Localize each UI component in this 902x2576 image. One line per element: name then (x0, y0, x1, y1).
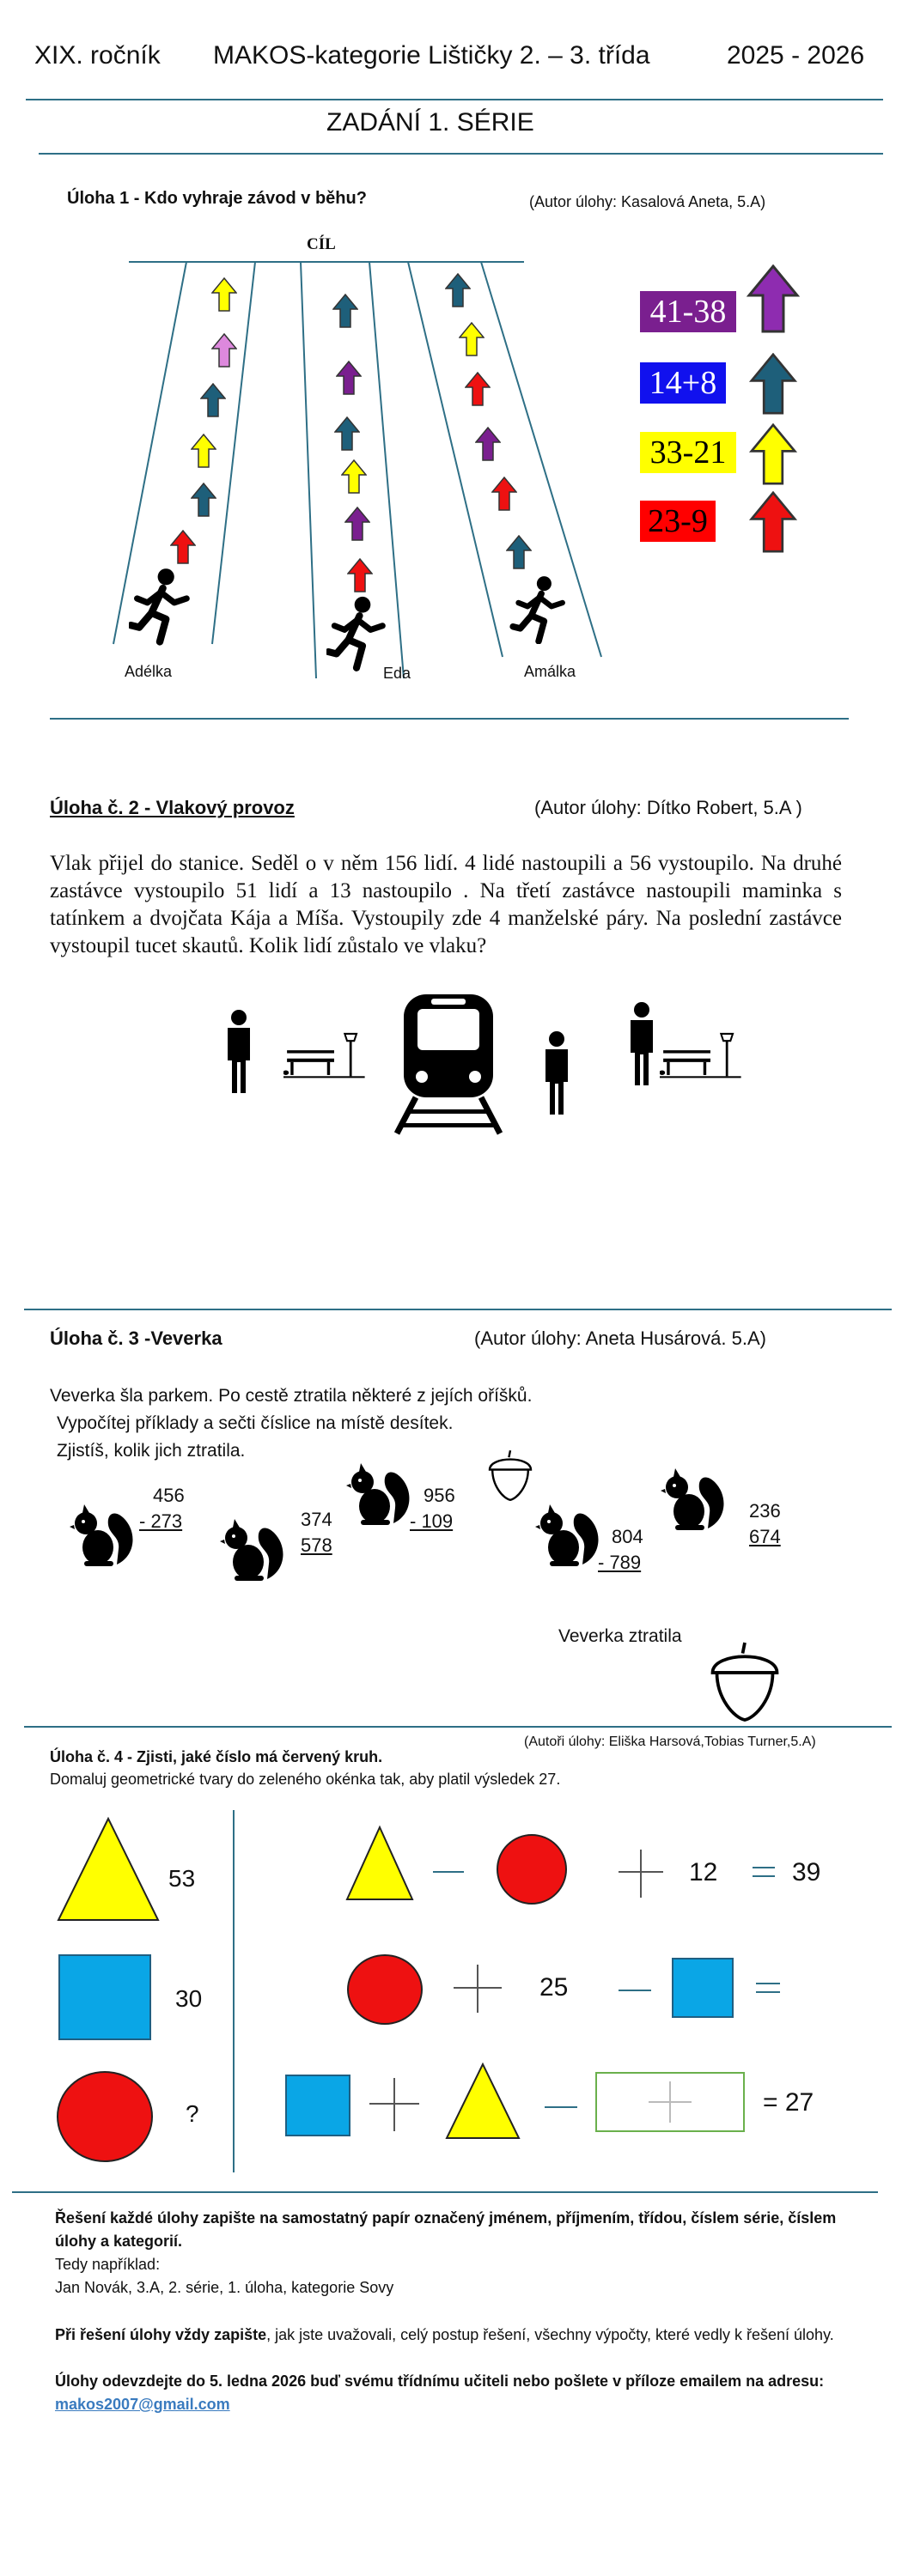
header-rok: 2025 - 2026 (727, 41, 865, 70)
footer-example-label: Tedy například: (55, 2256, 161, 2273)
task4-subtitle: Domaluj geometrické tvary do zeleného okénka tak, aby platil výsledek 27. (50, 1771, 561, 1788)
problem-top: 374 (301, 1509, 332, 1530)
eq1-result: 39 (792, 1858, 821, 1886)
runner-name-adelka: Adélka (125, 663, 173, 680)
finish-label: CÍL (307, 235, 336, 253)
task1-author: (Autor úlohy: Kasalová Aneta, 5.A) (529, 193, 766, 210)
divider (12, 2191, 878, 2193)
eq2-square (672, 1958, 734, 2018)
footer-example: Jan Novák, 3.A, 2. série, 1. úloha, kategorie Sovy (55, 2279, 394, 2296)
legend-expr: 33-21 (640, 432, 736, 473)
problem-top: 804 (612, 1526, 643, 1547)
problem-top: 236 (749, 1500, 781, 1522)
problem-bottom: 674 (749, 1526, 781, 1547)
legend-value-triangle: 53 (168, 1865, 196, 1892)
task4-title: Úloha č. 4 - Zjisti, jaké číslo má červený kruh. (50, 1748, 383, 1765)
eq3-square (285, 2075, 350, 2136)
task3-line1: Veverka šla parkem. Po cestě ztratila některé z jejích oříšků. (50, 1386, 533, 1406)
task2-author: (Autor úlohy: Dítko Robert, 5.A ) (534, 797, 802, 818)
task4-authors: (Autoři úlohy: Eliška Harsová,Tobias Turner,5.A) (524, 1735, 816, 1749)
footer-deadline-text: Úlohy odevzdejte do 5. ledna 2026 buď svému třídnímu učiteli nebo pošlete v příloze emailem na adresu: (55, 2372, 825, 2390)
problem-bottom: 578 (301, 1534, 332, 1556)
header-rocnik: XIX. ročník (34, 41, 161, 70)
problem-bottom: - 109 (410, 1510, 454, 1532)
task3-line2: Vypočítej příklady a sečti číslice na místě desítek. (57, 1413, 454, 1433)
result-label: Veverka ztratila (558, 1626, 682, 1646)
eq2-number: 25 (539, 1973, 569, 2002)
legend-square (58, 1954, 151, 2040)
task1-title: Úloha 1 - Kdo vyhraje závod v běhu? (67, 189, 367, 208)
footer-note (55, 2324, 845, 2347)
page-title: ZADÁNÍ 1. SÉRIE (326, 108, 534, 137)
task2-title: Úloha č. 2 - Vlakový provoz (50, 797, 295, 818)
eq2-circle (347, 1954, 423, 2025)
email-link[interactable]: makos2007@gmail.com (55, 2396, 230, 2413)
problem-top: 956 (424, 1485, 455, 1506)
legend-circle (57, 2071, 153, 2162)
runner-name-eda: Eda (383, 665, 411, 682)
answer-box[interactable] (596, 2073, 744, 2131)
task2-text: Vlak přijel do stanice. Seděl o v něm 156 lidí. 4 lidé nastoupili a 56 vystoupilo. Na druhé zastávce vystoupilo 51 lidí a 13 nastoupilo . Na třetí zastávce nastoupili maminka s tatínkem a dvojčata Kája a Míša. Vystoupily zde 4 manželské páry. Na poslední zastávce vystoupil tucet skautů. Kolik lidí zůstalo ve vlaku? (50, 852, 842, 957)
footer-note-rest: , jak jste uvažovali, celý postup řešení, všechny výpočty, které vedly k řešení úlohy. (266, 2326, 834, 2343)
footer-deadline (55, 2370, 845, 2416)
legend-expr: 14+8 (640, 362, 726, 404)
legend-expr: 41-38 (640, 291, 736, 332)
problem-bottom: - 273 (139, 1510, 183, 1532)
problem-bottom: - 789 (598, 1552, 642, 1573)
header-kategorie: MAKOS-kategorie Lištičky 2. – 3. třída (213, 41, 650, 70)
task3-line3: Zjistíš, kolik jich ztratila. (57, 1441, 246, 1461)
eq1-number: 12 (689, 1858, 718, 1886)
eq3-result: = 27 (763, 2088, 814, 2117)
legend-value-square: 30 (175, 1985, 203, 2012)
runner-name-amalka: Amálka (524, 663, 576, 680)
eq1-circle (497, 1834, 567, 1905)
legend-expr: 23-9 (640, 501, 716, 542)
legend-value-circle: ? (186, 2100, 199, 2127)
task3-title: Úloha č. 3 -Veverka (50, 1327, 222, 1349)
task3-author: (Autor úlohy: Aneta Husárová. 5.A) (474, 1327, 766, 1349)
footer-note-bold: Při řešení úlohy vždy zapište (55, 2326, 267, 2343)
footer-instructions: Řešení každé úlohy zapište na samostatný papír označený jménem, příjmením, třídou, číslem série, číslem úlohy a kategorií. (55, 2209, 837, 2250)
problem-top: 456 (153, 1485, 185, 1506)
